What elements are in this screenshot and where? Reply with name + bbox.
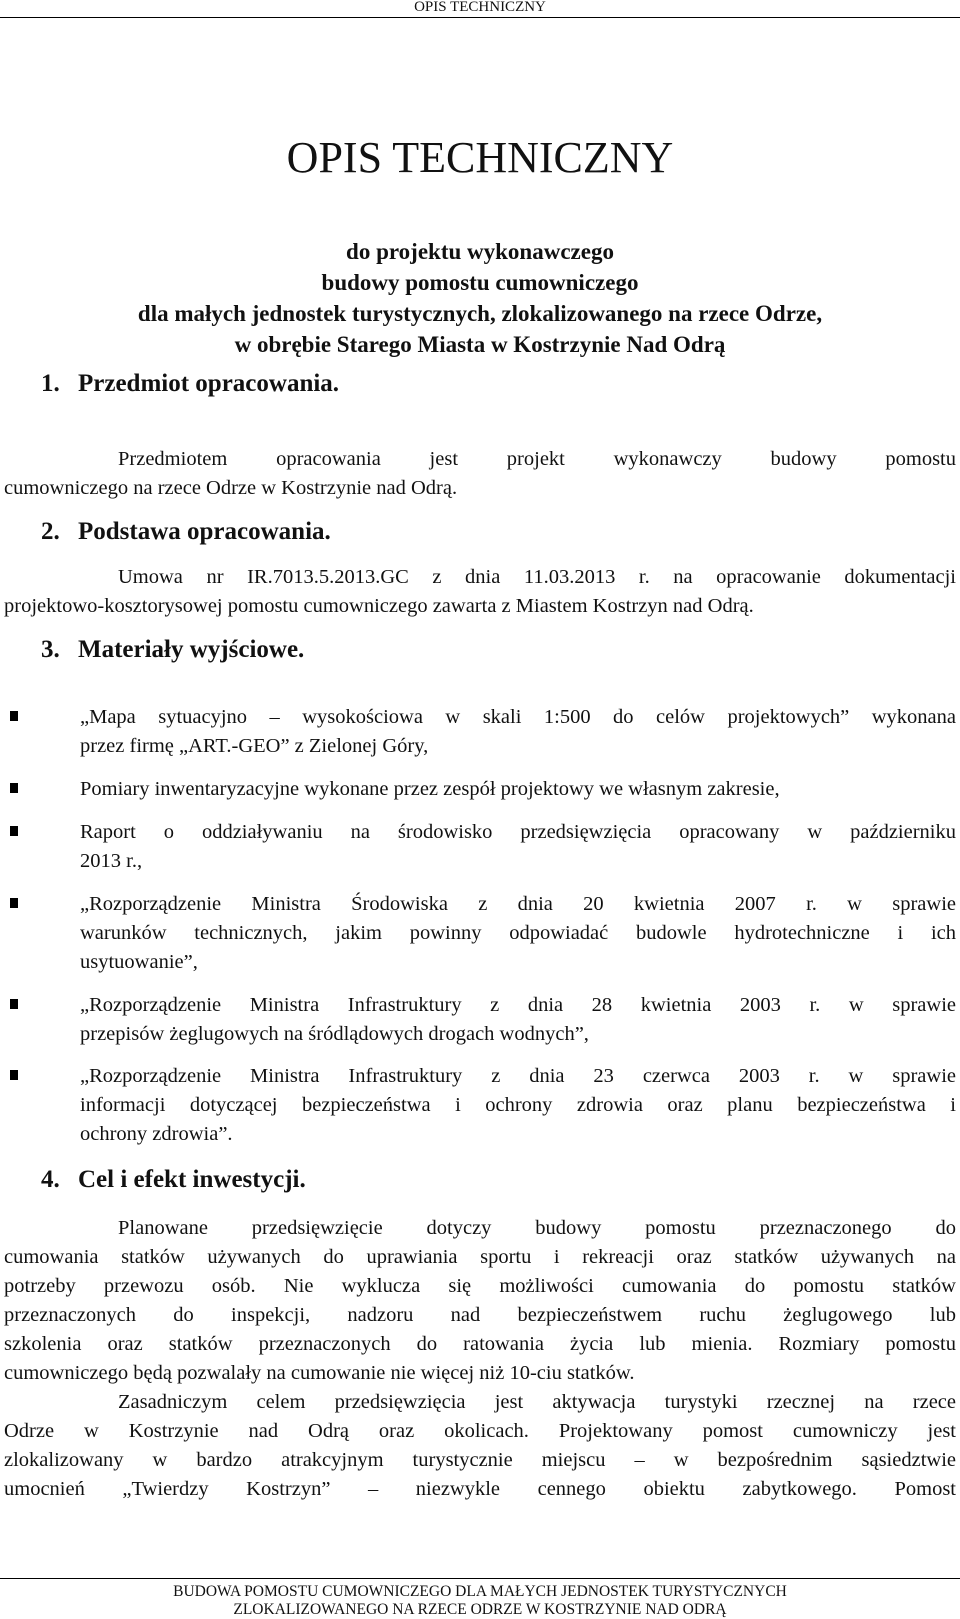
list-item-line: ochrony zdrowia”. bbox=[80, 1123, 233, 1145]
section-title: Materiały wyjściowe. bbox=[78, 636, 305, 663]
list-item bbox=[80, 890, 956, 977]
bullet-square-icon bbox=[10, 1070, 18, 1080]
section-number: 4. bbox=[41, 1166, 60, 1193]
section-number: 3. bbox=[41, 636, 60, 663]
paragraph-line: cumowniczego na rzece Odrze w Kostrzynie nad Odrą. bbox=[4, 477, 458, 499]
subtitle-line: budowy pomostu cumowniczego bbox=[321, 270, 639, 295]
section-paragraph bbox=[4, 1388, 956, 1504]
list-item-line: „Rozporządzenie Ministra Infrastruktury z dnia 23 czerwca 2003 r. w sprawie bbox=[80, 1065, 956, 1087]
paragraph-line: Umowa nr IR.7013.5.2013.GC z dnia 11.03.2013 r. na opracowanie dokumentacji bbox=[118, 566, 956, 588]
paragraph-line: umocnień „Twierdzy Kostrzyn” – niezwykle cennego obiektu zabytkowego. Pomost bbox=[4, 1478, 956, 1500]
paragraph-line: Planowane przedsięwzięcie dotyczy budowy pomostu przeznaczonego do bbox=[118, 1217, 956, 1239]
list-item-line: „Rozporządzenie Ministra Infrastruktury z dnia 28 kwietnia 2003 r. w sprawie bbox=[80, 994, 956, 1016]
list-item bbox=[80, 775, 956, 804]
running-header bbox=[0, 0, 960, 18]
section-paragraph bbox=[4, 563, 956, 621]
list-item bbox=[80, 818, 956, 876]
paragraph-line: zlokalizowany w bardzo atrakcyjnym turystycznie miejscu – w bezpośrednim sąsiedztwie bbox=[4, 1449, 956, 1471]
list-item-line: przepisów żeglugowych na śródlądowych drogach wodnych”, bbox=[80, 1023, 589, 1045]
section-heading bbox=[41, 518, 331, 546]
paragraph-line: Zasadniczym celem przedsięwzięcia jest aktywacja turystyki rzecznej na rzece bbox=[118, 1391, 956, 1413]
paragraph-line: cumowania statków używanych do uprawiania sportu i rekreacji oraz statków używanych na bbox=[4, 1246, 956, 1268]
list-item-line: warunków technicznych, jakim powinny odpowiadać budowle hydrotechniczne i ich bbox=[80, 922, 956, 944]
section-heading bbox=[41, 370, 339, 398]
bullet-square-icon bbox=[10, 711, 18, 721]
paragraph-line: potrzeby przewozu osób. Nie wyklucza się możliwości cumowania do pomostu statków bbox=[4, 1275, 956, 1297]
section-paragraph bbox=[4, 445, 956, 503]
list-item-line: 2013 r., bbox=[80, 850, 143, 872]
section-heading bbox=[41, 636, 304, 664]
running-header-text: OPIS TECHNICZNY bbox=[414, 0, 546, 15]
list-item-line: „Mapa sytuacyjno – wysokościowa w skali 1:500 do celów projektowych” wykonana bbox=[80, 706, 956, 728]
document-subtitle bbox=[0, 236, 960, 360]
paragraph-line: Odrze w Kostrzynie nad Odrą oraz okolicach. Projektowany pomost cumowniczy jest bbox=[4, 1420, 956, 1442]
list-item bbox=[80, 703, 956, 761]
running-footer bbox=[0, 1578, 960, 1619]
document-title: OPIS TECHNICZNY bbox=[286, 133, 674, 182]
subtitle-line: w obrębie Starego Miasta w Kostrzynie Nad Odrą bbox=[234, 332, 726, 357]
section-number: 2. bbox=[41, 518, 60, 545]
section-title: Cel i efekt inwestycji. bbox=[78, 1166, 306, 1193]
section-paragraph bbox=[4, 1214, 956, 1388]
bullet-square-icon bbox=[10, 826, 18, 836]
footer-line: ZLOKALIZOWANEGO NA RZECE ODRZE W KOSTRZYNIE NAD ODRĄ bbox=[233, 1601, 727, 1618]
list-item-line: usytuowanie”, bbox=[80, 951, 198, 973]
list-item-line: Raport o oddziaływaniu na środowisko przedsięwzięcia opracowany w październiku bbox=[80, 821, 956, 843]
list-item-line: „Rozporządzenie Ministra Środowiska z dnia 20 kwietnia 2007 r. w sprawie bbox=[80, 893, 956, 915]
list-item-line: przez firmę „ART.-GEO” z Zielonej Góry, bbox=[80, 735, 429, 757]
list-item bbox=[80, 991, 956, 1049]
paragraph-line: przeznaczonych do inspekcji, nadzoru nad bezpieczeństwem ruchu żeglugowego lub bbox=[4, 1304, 956, 1326]
subtitle-line: dla małych jednostek turystycznych, zlokalizowanego na rzece Odrze, bbox=[137, 301, 823, 326]
paragraph-line: Przedmiotem opracowania jest projekt wykonawczy budowy pomostu bbox=[118, 448, 956, 470]
list-item-line: Pomiary inwentaryzacyjne wykonane przez zespół projektowy we własnym zakresie, bbox=[80, 778, 780, 800]
section-title: Przedmiot opracowania. bbox=[78, 370, 340, 397]
list-item-line: informacji dotyczącej bezpieczeństwa i ochrony zdrowia oraz planu bezpieczeństwa i bbox=[80, 1094, 956, 1116]
paragraph-line: projektowo-kosztorysowej pomostu cumowniczego zawarta z Miastem Kostrzyn nad Odrą. bbox=[4, 595, 754, 617]
section-number: 1. bbox=[41, 370, 60, 397]
bullet-square-icon bbox=[10, 898, 18, 908]
section-title: Podstawa opracowania. bbox=[78, 518, 331, 545]
bullet-square-icon bbox=[10, 783, 18, 793]
subtitle-line: do projektu wykonawczego bbox=[346, 239, 614, 264]
section-heading bbox=[41, 1166, 306, 1194]
bullet-square-icon bbox=[10, 999, 18, 1009]
list-item bbox=[80, 1062, 956, 1149]
footer-line: BUDOWA POMOSTU CUMOWNICZEGO DLA MAŁYCH JEDNOSTEK TURYSTYCZNYCH bbox=[173, 1583, 787, 1600]
paragraph-line: cumowniczego będą pozwalały na cumowanie nie więcej niż 10-ciu statków. bbox=[4, 1362, 635, 1384]
paragraph-line: szkolenia oraz statków przeznaczonych do ratowania życia lub mienia. Rozmiary pomostu bbox=[4, 1333, 956, 1355]
